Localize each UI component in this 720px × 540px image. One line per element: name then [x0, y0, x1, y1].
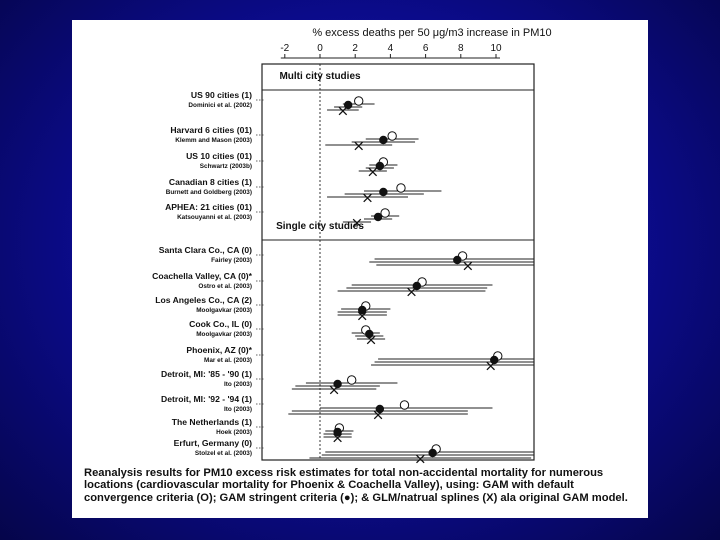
study-reference: Klemm and Mason (2003) [175, 137, 252, 144]
x-tick-label: 10 [490, 43, 502, 54]
slide [72, 20, 648, 518]
study-row [170, 125, 418, 150]
estimate-filled-circle [428, 449, 436, 457]
study-reference: Ito (2003) [223, 381, 252, 388]
study-name: US 10 cities (01) [186, 151, 252, 161]
study-row [161, 369, 397, 394]
estimate-open-circle [397, 184, 405, 192]
x-tick-label: 8 [458, 43, 464, 54]
study-reference: Ostro et al. (2003) [198, 283, 252, 290]
estimate-filled-circle [374, 213, 382, 221]
study-name: Cook Co., IL (0) [189, 319, 252, 329]
study-reference: Ito (2003) [223, 406, 252, 413]
study-name: Phoenix, AZ (0)* [186, 345, 252, 355]
estimate-x-mark [417, 455, 425, 463]
estimate-x-mark [464, 262, 472, 270]
study-reference: Moolgavkar (2003) [196, 307, 252, 314]
study-rows [152, 71, 534, 463]
x-tick-label: 2 [352, 43, 358, 54]
estimate-x-mark [339, 107, 347, 115]
study-name: Santa Clara Co., CA (0) [158, 245, 252, 255]
estimate-x-mark [355, 142, 363, 150]
section-label: Multi city studies [279, 71, 361, 82]
estimate-open-circle [400, 401, 408, 409]
study-name: Detroit, MI: '85 - '90 (1) [161, 369, 252, 379]
study-name: The Netherlands (1) [171, 417, 252, 427]
study-row [161, 394, 492, 419]
study-reference: Katsouyanni et al. (2003) [177, 214, 252, 221]
study-row [152, 271, 492, 296]
study-name: Coachella Valley, CA (0)* [152, 271, 252, 281]
figure-caption: Reanalysis results for PM10 excess risk estimates for total non-accidental mortality for numerous locations (cardiovascular mortality for Phoenix & Coachella Valley), using: GAM with default convergence criteria (O); GAM stringent criteria (●); & GLM/natrual splines (X) ala original GAM model. [84, 467, 628, 504]
estimate-filled-circle [379, 136, 387, 144]
estimate-filled-circle [379, 188, 387, 196]
x-tick-label: 0 [317, 43, 323, 54]
study-reference: Dominici et al. (2002) [188, 102, 252, 109]
study-name: Erfurt, Germany (0) [173, 438, 252, 448]
study-row [186, 345, 534, 370]
study-name: Canadian 8 cities (1) [168, 177, 252, 187]
study-name: Harvard 6 cities (01) [170, 125, 252, 135]
estimate-filled-circle [365, 330, 373, 338]
estimate-open-circle [388, 132, 396, 140]
estimate-filled-circle [453, 256, 461, 264]
study-reference: Mar et al. (2003) [204, 357, 252, 364]
forest-plot [72, 20, 648, 518]
study-reference: Schwartz (2003b) [199, 163, 252, 170]
study-row [166, 177, 442, 202]
study-row [174, 438, 534, 463]
estimate-filled-circle [376, 405, 384, 413]
estimate-filled-circle [376, 162, 384, 170]
study-name: Detroit, MI: '92 - '94 (1) [161, 394, 252, 404]
estimate-x-mark [364, 194, 372, 202]
estimate-open-circle [355, 97, 363, 105]
study-name: Los Angeles Co., CA (2) [155, 295, 252, 305]
estimate-x-mark [330, 386, 338, 394]
section-label: Single city studies [276, 221, 364, 232]
x-tick-label: 6 [422, 43, 429, 54]
study-row [188, 90, 374, 115]
study-row [155, 295, 390, 320]
study-row [186, 151, 397, 176]
x-tick-label: -2 [280, 43, 290, 54]
estimate-x-mark [487, 362, 495, 370]
study-row [159, 245, 534, 270]
study-name: US 90 cities (1) [190, 90, 252, 100]
estimate-x-mark [369, 168, 377, 176]
x-axis [280, 43, 502, 58]
study-reference: Stolzel et al. (2003) [194, 450, 252, 457]
study-reference: Moolgavkar (2003) [196, 331, 252, 338]
study-reference: Burnett and Goldberg (2003) [165, 189, 252, 196]
estimate-open-circle [347, 376, 355, 384]
study-reference: Hoek (2003) [216, 429, 252, 436]
estimate-open-circle [381, 209, 389, 217]
study-name: APHEA: 21 cities (01) [165, 202, 252, 212]
study-reference: Fairley (2003) [211, 257, 252, 264]
estimate-x-mark [408, 288, 416, 296]
study-row [189, 319, 385, 344]
x-tick-label: 4 [387, 43, 394, 54]
chart-title: % excess deaths per 50 μg/m3 increase in PM10 [312, 27, 552, 39]
